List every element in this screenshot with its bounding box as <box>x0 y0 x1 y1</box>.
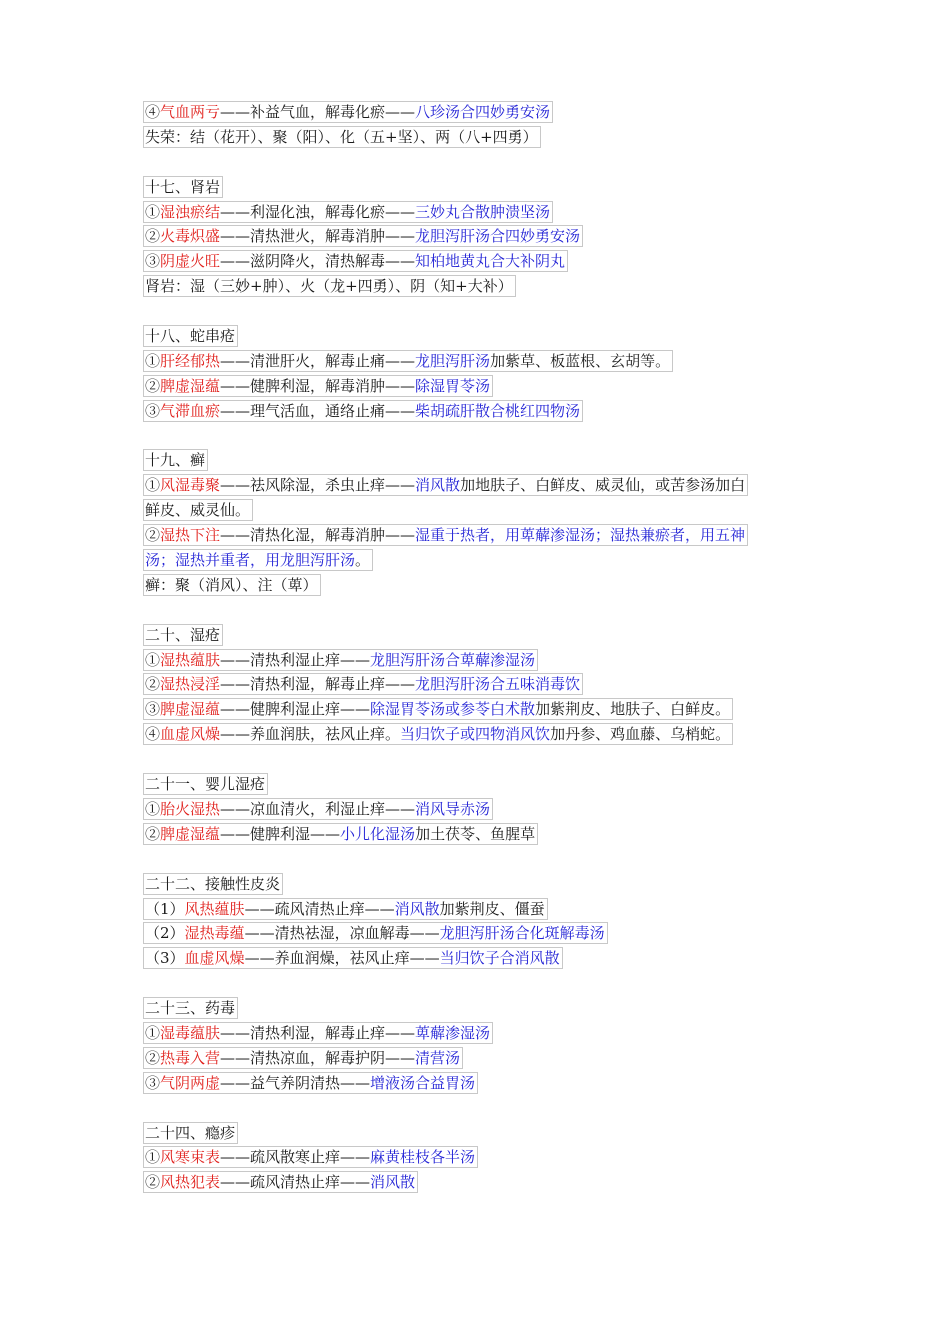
entry-line: ③脾虚湿蕴——健脾利湿止痒——除湿胃苓汤或参苓白术散加紫荆皮、地肤子、白鲜皮。 <box>143 698 823 720</box>
section-heading: 十七、肾岩 <box>143 176 823 198</box>
syndrome-label: 火毒炽盛 <box>160 227 221 246</box>
syndrome-label: 风湿毒聚 <box>160 476 221 495</box>
formula-label: 消风导赤汤 <box>415 799 491 818</box>
formula-label: 消风散 <box>370 1173 416 1192</box>
syndrome-label: 气滞血瘀 <box>160 401 221 420</box>
entry-line: ③气阴两虚——益气养阴清热——增液汤合益胃汤 <box>143 1072 823 1094</box>
syndrome-label: 脾虚湿蕴 <box>160 824 221 843</box>
entry-line: ①湿浊瘀结——利湿化浊，解毒化瘀——三妙丸合散肿溃坚汤 <box>143 201 823 223</box>
formula-label: 小儿化湿汤 <box>340 824 416 843</box>
entry-line: ④气血两亏——补益气血，解毒化瘀——八珍汤合四妙勇安汤 <box>143 101 823 123</box>
syndrome-label: 胎火湿热 <box>160 799 221 818</box>
entry-line: ①肝经郁热——清泄肝火，解毒止痛——龙胆泻肝汤加紫草、板蓝根、玄胡等。 <box>143 350 823 372</box>
syndrome-label: 风热蕴肤 <box>184 899 245 918</box>
syndrome-label: 血虚风燥 <box>160 725 221 744</box>
formula-label: 增液汤合益胃汤 <box>370 1073 476 1092</box>
formula-label: 汤；湿热并重者，用龙胆泻肝汤 <box>145 551 356 570</box>
entry-line: ②火毒炽盛——清热泄火，解毒消肿——龙胆泻肝汤合四妙勇安汤 <box>143 225 823 247</box>
syndrome-label: 血虚风燥 <box>184 949 245 968</box>
section-heading: 二十一、婴儿湿疮 <box>143 773 823 795</box>
syndrome-label: 湿热浸淫 <box>160 675 221 694</box>
entry-line: （1）风热蕴肤——疏风清热止痒——消风散加紫荆皮、僵蚕 <box>143 898 823 920</box>
entry-line: ②湿热浸淫——清热利湿，解毒止痒——龙胆泻肝汤合五味消毒饮 <box>143 673 823 695</box>
formula-label: 消风散 <box>394 899 440 918</box>
syndrome-label: 湿热蕴肤 <box>160 650 221 669</box>
entry-line: ②风热犯表——疏风清热止痒——消风散 <box>143 1171 823 1193</box>
formula-label: 除湿胃苓汤或参苓白术散 <box>370 700 536 719</box>
syndrome-label: 脾虚湿蕴 <box>160 376 221 395</box>
formula-label: 清营汤 <box>415 1048 461 1067</box>
entry-line-cont: 汤；湿热并重者，用龙胆泻肝汤。 <box>143 549 823 571</box>
section-heading: 二十三、药毒 <box>143 997 823 1019</box>
formula-label: 龙胆泻肝汤合五味消毒饮 <box>415 675 581 694</box>
entry-line: ①湿毒蕴肤——清热利湿，解毒止痒——萆薢渗湿汤 <box>143 1022 823 1044</box>
syndrome-label: 湿热下注 <box>160 526 221 545</box>
formula-label: 萆薢渗湿汤 <box>415 1023 491 1042</box>
section-heading: 二十四、瘾疹 <box>143 1122 823 1144</box>
entry-line: ②湿热下注——清热化湿，解毒消肿——湿重于热者，用萆薢渗湿汤；湿热兼瘀者，用五神 <box>143 524 823 546</box>
syndrome-label: 湿浊瘀结 <box>160 202 221 221</box>
entry-line: ①风寒束表——疏风散寒止痒——麻黄桂枝各半汤 <box>143 1146 823 1168</box>
entry-line: ②脾虚湿蕴——健脾利湿，解毒消肿——除湿胃苓汤 <box>143 375 823 397</box>
syndrome-label: 肝经郁热 <box>160 351 221 370</box>
mnemonic-line: 癣：聚（消风）、注（萆） <box>143 574 823 596</box>
section-heading: 二十、湿疮 <box>143 624 823 646</box>
formula-label: 消风散 <box>415 476 461 495</box>
syndrome-label: 脾虚湿蕴 <box>160 700 221 719</box>
syndrome-label: 热毒入营 <box>160 1048 221 1067</box>
formula-label: 龙胆泻肝汤合化斑解毒汤 <box>439 924 605 943</box>
formula-label: 柴胡疏肝散合桃红四物汤 <box>415 401 581 420</box>
entry-line: （3）血虚风燥——养血润燥，祛风止痒——当归饮子合消风散 <box>143 947 823 969</box>
formula-label: 龙胆泻肝汤合四妙勇安汤 <box>415 227 581 246</box>
syndrome-label: 气阴两虚 <box>160 1073 221 1092</box>
syndrome-label: 阴虚火旺 <box>160 252 221 271</box>
entry-line: （2）湿热毒蕴——清热祛湿，凉血解毒——龙胆泻肝汤合化斑解毒汤 <box>143 922 823 944</box>
entry-line-cont: 鲜皮、威灵仙。 <box>143 499 823 521</box>
formula-label: 龙胆泻肝汤 <box>415 351 491 370</box>
formula-label: 当归饮子或四物消风饮 <box>400 725 551 744</box>
entry-line: ②脾虚湿蕴——健脾利湿——小儿化湿汤加土茯苓、鱼腥草 <box>143 823 823 845</box>
section-heading: 十九、癣 <box>143 449 823 471</box>
document-page <box>143 101 823 1196</box>
entry-line: ③阴虚火旺——滋阴降火，清热解毒——知柏地黄丸合大补阴丸 <box>143 250 823 272</box>
formula-label: 除湿胃苓汤 <box>415 376 491 395</box>
entry-line: ①风湿毒聚——祛风除湿，杀虫止痒——消风散加地肤子、白鲜皮、威灵仙，或苦参汤加白 <box>143 474 823 496</box>
section-heading: 十八、蛇串疮 <box>143 325 823 347</box>
entry-line: ④血虚风燥——养血润肤，祛风止痒。当归饮子或四物消风饮加丹参、鸡血藤、乌梢蛇。 <box>143 723 823 745</box>
entry-line: ②热毒入营——清热凉血，解毒护阴——清营汤 <box>143 1047 823 1069</box>
formula-label: 麻黄桂枝各半汤 <box>370 1148 476 1167</box>
entry-line: ③气滞血瘀——理气活血，通络止痛——柴胡疏肝散合桃红四物汤 <box>143 400 823 422</box>
syndrome-label: 湿毒蕴肤 <box>160 1023 221 1042</box>
syndrome-label: 湿热毒蕴 <box>184 924 245 943</box>
section-heading: 二十二、接触性皮炎 <box>143 873 823 895</box>
formula-label: 三妙丸合散肿溃坚汤 <box>415 202 551 221</box>
formula-label: 当归饮子合消风散 <box>439 949 560 968</box>
mnemonic-line: 肾岩：湿（三妙+肿）、火（龙+四勇）、阴（知+大补） <box>143 275 823 297</box>
entry-line: ①湿热蕴肤——清热利湿止痒——龙胆泻肝汤合萆薢渗湿汤 <box>143 649 823 671</box>
formula-label: 龙胆泻肝汤合萆薢渗湿汤 <box>370 650 536 669</box>
syndrome-label: 风热犯表 <box>160 1173 221 1192</box>
formula-label: 八珍汤合四妙勇安汤 <box>415 103 551 121</box>
syndrome-label: 气血两亏 <box>160 103 221 121</box>
formula-label: 知柏地黄丸合大补阴丸 <box>415 252 566 271</box>
formula-label: 湿重于热者，用萆薢渗湿汤；湿热兼瘀者，用五神 <box>415 526 746 545</box>
syndrome-label: 风寒束表 <box>160 1148 221 1167</box>
entry-line: ①胎火湿热——凉血清火，利湿止痒——消风导赤汤 <box>143 798 823 820</box>
mnemonic-line: 失荣：结（花开）、聚（阳）、化（五+坚）、两（八+四勇） <box>143 126 823 148</box>
